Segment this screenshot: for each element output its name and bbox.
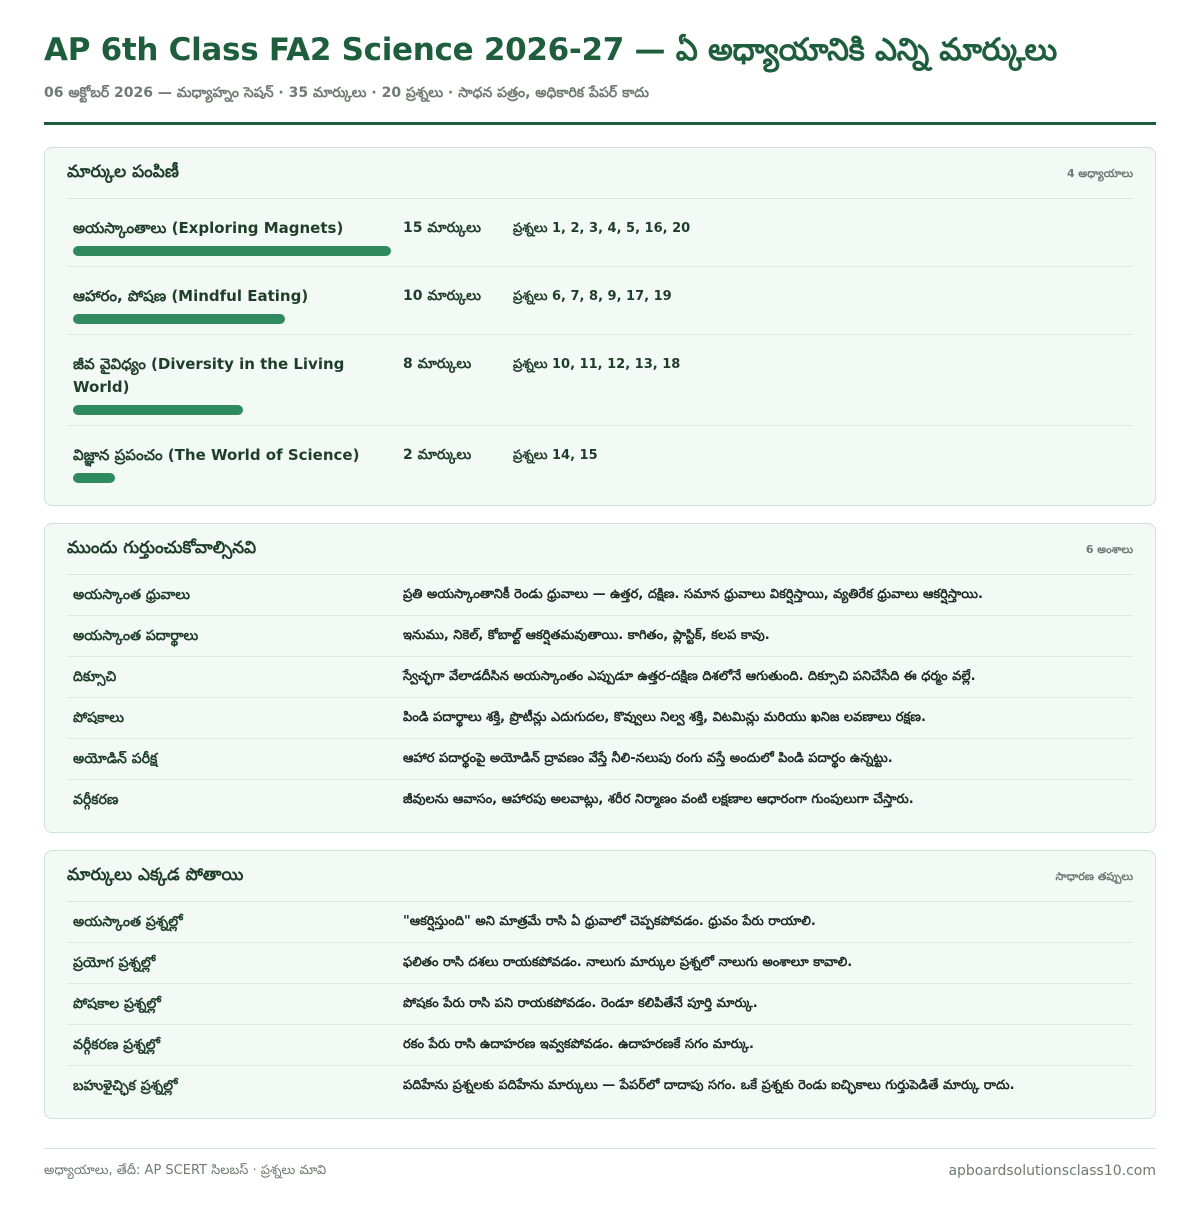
card-header xyxy=(67,865,1133,902)
mistake-row xyxy=(67,1025,1133,1066)
chapter-cell xyxy=(73,353,403,415)
mistake-row xyxy=(67,984,1133,1025)
question-type: అయస్కాంత ప్రశ్నల్లో xyxy=(73,914,183,930)
topic-name: దిక్సూచి xyxy=(73,669,117,685)
mistakes-meta: సాధారణ తప్పులు xyxy=(1055,870,1133,883)
topic-note: పిండి పదార్థాలు శక్తి, ప్రొటీన్లు ఎదుగుదల, కొవ్వులు నిల్వ శక్తి, విటమిన్లు మరియు ఖనిజ లవణాలు రక్షణ. xyxy=(403,710,926,725)
remember-row xyxy=(67,575,1133,616)
remember-card xyxy=(44,523,1156,833)
distribution-list xyxy=(67,199,1133,493)
question-type: వర్గీకరణ ప్రశ్నల్లో xyxy=(73,1037,161,1053)
chapter-name: విజ్ఞాన ప్రపంచం (The World of Science) xyxy=(73,446,360,464)
page-subtitle: 06 అక్టోబర్ 2026 — మధ్యాహ్నం సెషన్ · 35 మార్కులు · 20 ప్రశ్నలు · సాధన పత్రం, అధికారిక పేపర్ కాదు xyxy=(44,85,649,101)
mistake-note: పోషకం పేరు రాసి పని రాయకపోవడం. రెండూ కలిపితేనే పూర్తి మార్కు. xyxy=(403,996,758,1011)
topic-name: అయోడిన్ పరీక్ష xyxy=(73,751,158,767)
mistake-note: "ఆకర్షిస్తుంది" అని మాత్రమే రాసి ఏ ధ్రువాలో చెప్పకపోవడం. ధ్రువం పేరు రాయాలి. xyxy=(403,914,816,929)
remember-list xyxy=(67,575,1133,820)
chapter-cell xyxy=(73,444,403,483)
card-title: మార్కుల పంపిణీ xyxy=(67,162,179,182)
mistake-note: రకం పేరు రాసి ఉదాహరణ ఇవ్వకపోవడం. ఉదాహరణకే సగం మార్కు. xyxy=(403,1037,754,1052)
mistakes-card xyxy=(44,850,1156,1119)
topic-note: స్వేచ్ఛగా వేలాడదీసిన అయస్కాంతం ఎప్పుడూ ఉత్తర-దక్షిణ దిశలోనే ఆగుతుంది. దిక్సూచి పనిచేసేది ఈ ధర్మం వల్లే. xyxy=(403,669,976,684)
chapter-cell xyxy=(73,217,403,256)
marks-bar xyxy=(73,405,243,415)
question-type: పోషకాల ప్రశ్నల్లో xyxy=(73,996,161,1012)
mistake-note: ఫలితం రాసి దశలు రాయకపోవడం. నాలుగు మార్కుల ప్రశ్నలో నాలుగు అంశాలూ కావాలి. xyxy=(403,955,853,970)
chapter-name: ఆహారం, పోషణ (Mindful Eating) xyxy=(73,287,309,305)
point-count: 6 అంశాలు xyxy=(1085,543,1133,556)
distribution-row xyxy=(67,199,1133,267)
remember-row xyxy=(67,616,1133,657)
card-title: మార్కులు ఎక్కడ పోతాయి xyxy=(67,865,244,885)
card-header xyxy=(67,538,1133,575)
remember-row xyxy=(67,698,1133,739)
header-divider xyxy=(44,122,1156,125)
chapter-cell xyxy=(73,285,403,324)
remember-row xyxy=(67,739,1133,780)
topic-note: ఇనుము, నికెల్, కోబాల్ట్ ఆకర్షితమవుతాయి. కాగితం, ప్లాస్టిక్, కలప కావు. xyxy=(403,628,770,643)
chapter-name: అయస్కాంతాలు (Exploring Magnets) xyxy=(73,219,344,237)
distribution-row xyxy=(67,335,1133,426)
card-header xyxy=(67,162,1133,199)
page-footer xyxy=(44,1148,1156,1181)
chapter-questions: ప్రశ్నలు 10, 11, 12, 13, 18 xyxy=(513,357,681,372)
chapter-marks: 15 మార్కులు xyxy=(403,220,481,236)
page-title: AP 6th Class FA2 Science 2026-27 — ఏ అధ్యాయానికి ఎన్ని మార్కులు xyxy=(44,32,1057,68)
chapter-count: 4 అధ్యాయాలు xyxy=(1066,167,1133,180)
topic-note: ప్రతి అయస్కాంతానికీ రెండు ధ్రువాలు — ఉత్తర, దక్షిణ. సమాన ధ్రువాలు వికర్షిస్తాయి, వ్యతిరేక ధ్రువాలు ఆకర్షిస్తాయి. xyxy=(403,587,983,602)
site-link[interactable]: apboardsolutionsclass10.com xyxy=(948,1163,1156,1179)
mistake-row xyxy=(67,1066,1133,1106)
card-title: ముందు గుర్తుంచుకోవాల్సినవి xyxy=(67,538,257,558)
mistakes-list xyxy=(67,902,1133,1106)
topic-name: అయస్కాంత పదార్థాలు xyxy=(73,628,199,644)
mistake-row xyxy=(67,943,1133,984)
mistake-row xyxy=(67,902,1133,943)
mistake-note: పదిహేను ప్రశ్నలకు పదిహేను మార్కులు — పేపర్‌లో దాదాపు సగం. ఒకే ప్రశ్నకు రెండు ఐచ్ఛికాలు గుర్తుపెడితే మార్కు రాదు. xyxy=(403,1078,1015,1093)
topic-name: పోషకాలు xyxy=(73,710,125,726)
question-type: బహుళైచ్ఛిక ప్రశ్నల్లో xyxy=(73,1078,178,1094)
chapter-marks: 2 మార్కులు xyxy=(403,447,472,463)
remember-row xyxy=(67,780,1133,820)
distribution-row xyxy=(67,426,1133,493)
topic-name: అయస్కాంత ధ్రువాలు xyxy=(73,587,190,603)
marks-bar xyxy=(73,473,115,483)
topic-name: వర్గీకరణ xyxy=(73,792,119,808)
chapter-questions: ప్రశ్నలు 14, 15 xyxy=(513,448,598,463)
marks-distribution-card xyxy=(44,147,1156,506)
topic-note: జీవులను ఆవాసం, ఆహారపు అలవాట్లు, శరీర నిర్మాణం వంటి లక్షణాల ఆధారంగా గుంపులుగా చేస్తారు. xyxy=(403,792,914,807)
remember-row xyxy=(67,657,1133,698)
question-type: ప్రయోగ ప్రశ్నల్లో xyxy=(73,955,156,971)
chapter-questions: ప్రశ్నలు 6, 7, 8, 9, 17, 19 xyxy=(513,289,672,304)
marks-bar xyxy=(73,246,391,256)
chapter-questions: ప్రశ్నలు 1, 2, 3, 4, 5, 16, 20 xyxy=(513,221,691,236)
chapter-name: జీవ వైవిధ్యం (Diversity in the Living World) xyxy=(73,355,345,396)
chapter-marks: 10 మార్కులు xyxy=(403,288,481,304)
chapter-marks: 8 మార్కులు xyxy=(403,356,472,372)
distribution-row xyxy=(67,267,1133,335)
source-note: అధ్యాయాలు, తేదీ: AP SCERT సిలబస్ · ప్రశ్నలు మావి xyxy=(44,1163,327,1178)
topic-note: ఆహార పదార్థంపై అయోడిన్ ద్రావణం వేస్తే నీలి-నలుపు రంగు వస్తే అందులో పిండి పదార్థం ఉన్నట్టు. xyxy=(403,751,893,766)
marks-bar xyxy=(73,314,285,324)
